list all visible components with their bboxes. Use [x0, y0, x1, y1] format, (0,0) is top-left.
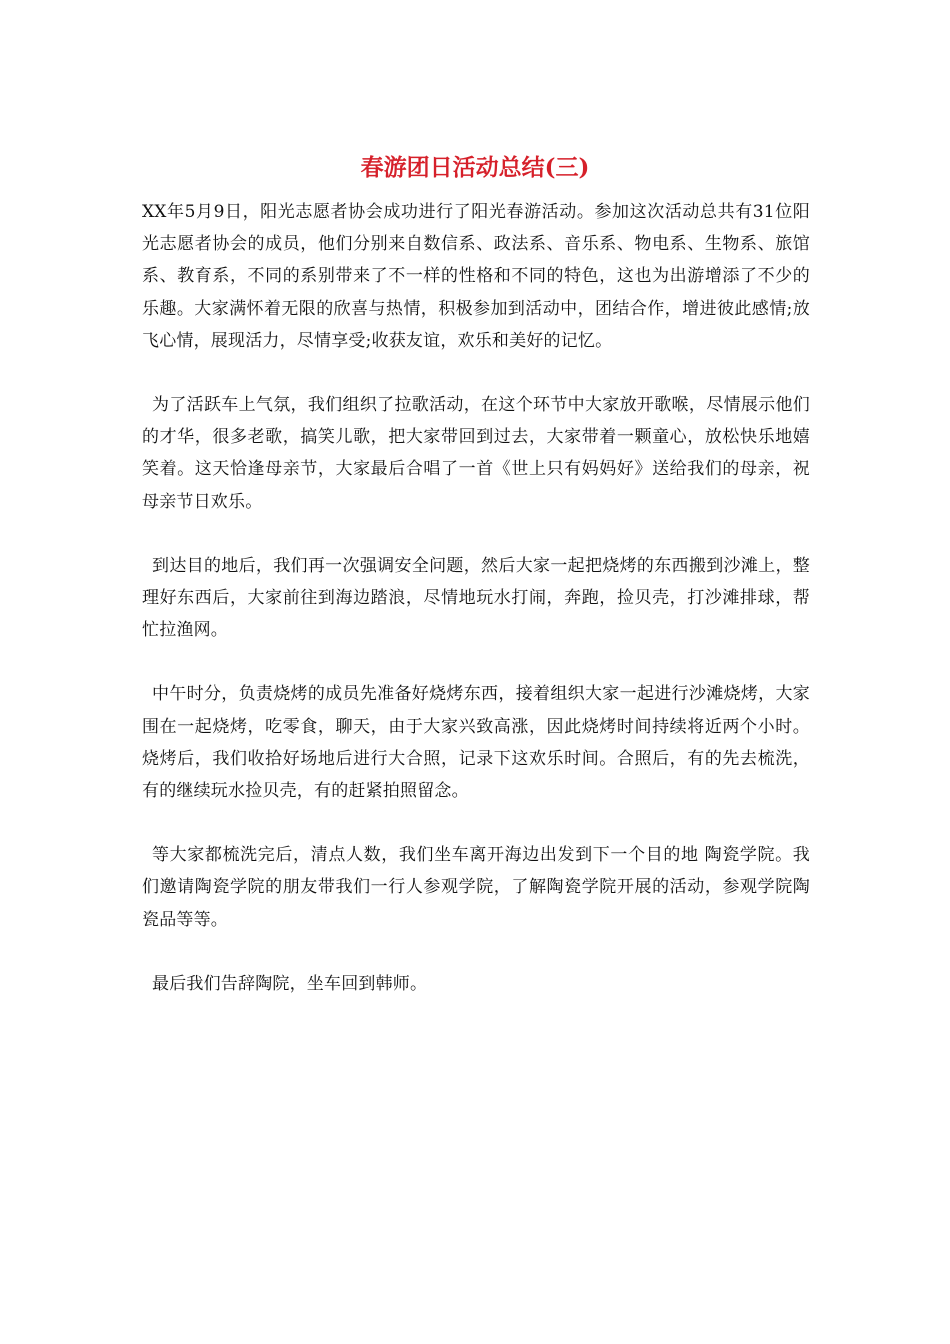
paragraph-4: 中午时分，负责烧烤的成员先准备好烧烤东西，接着组织大家一起进行沙滩烧烤，大家围在一起烧烤，吃零食，聊天，由于大家兴致高涨，因此烧烤时间持续将近两个小时。烧烤后，我们收拾好场地后进行大合照，记录下这欢乐时间。合照后，有的先去梳洗，有的继续玩水捡贝壳，有的赶紧拍照留念。 — [142, 684, 810, 802]
paragraph-gap — [142, 646, 810, 678]
paragraph-1: XX年5月9日，阳光志愿者协会成功进行了阳光春游活动。参加这次活动总共有31位阳光志愿者协会的成员，他们分别来自数信系、政法系、音乐系、物电系、生物系、旅馆系、教育系，不同的系别带来了不一样的性格和不同的特色，这也为出游增添了不少的乐趣。大家满怀着无限的欣喜与热情，积极参加到活动中，团结合作，增进彼此感情;放飞心情，展现活力，尽情享受;收获友谊，欢乐和美好的记忆。 — [142, 202, 810, 351]
document-body — [142, 196, 810, 1000]
paragraph-6: 最后我们告辞陶院，坐车回到韩师。 — [152, 973, 428, 994]
paragraph-gap — [142, 807, 810, 839]
paragraph-3: 到达目的地后，我们再一次强调安全问题，然后大家一起把烧烤的东西搬到沙滩上，整理好东西后，大家前往到海边踏浪，尽情地玩水打闹，奔跑，捡贝壳，打沙滩排球，帮忙拉渔网。 — [142, 555, 810, 641]
paragraph-gap — [142, 518, 810, 550]
document-title: 春游团日活动总结(三) — [360, 154, 590, 181]
paragraph-2: 为了活跃车上气氛，我们组织了拉歌活动，在这个环节中大家放开歌喉，尽情展示他们的才华，很多老歌，搞笑儿歌，把大家带回到过去，大家带着一颗童心，放松快乐地嬉笑着。这天恰逢母亲节，大家最后合唱了一首《世上只有妈妈好》送给我们的母亲，祝母亲节日欢乐。 — [142, 395, 810, 512]
paragraph-gap — [142, 357, 810, 389]
paragraph-5: 等大家都梳洗完后，清点人数，我们坐车离开海边出发到下一个目的地 陶瓷学院。我们邀请陶瓷学院的朋友带我们一行人参观学院，了解陶瓷学院开展的活动，参观学院陶瓷品等等。 — [142, 845, 810, 930]
paragraph-gap — [142, 936, 810, 968]
